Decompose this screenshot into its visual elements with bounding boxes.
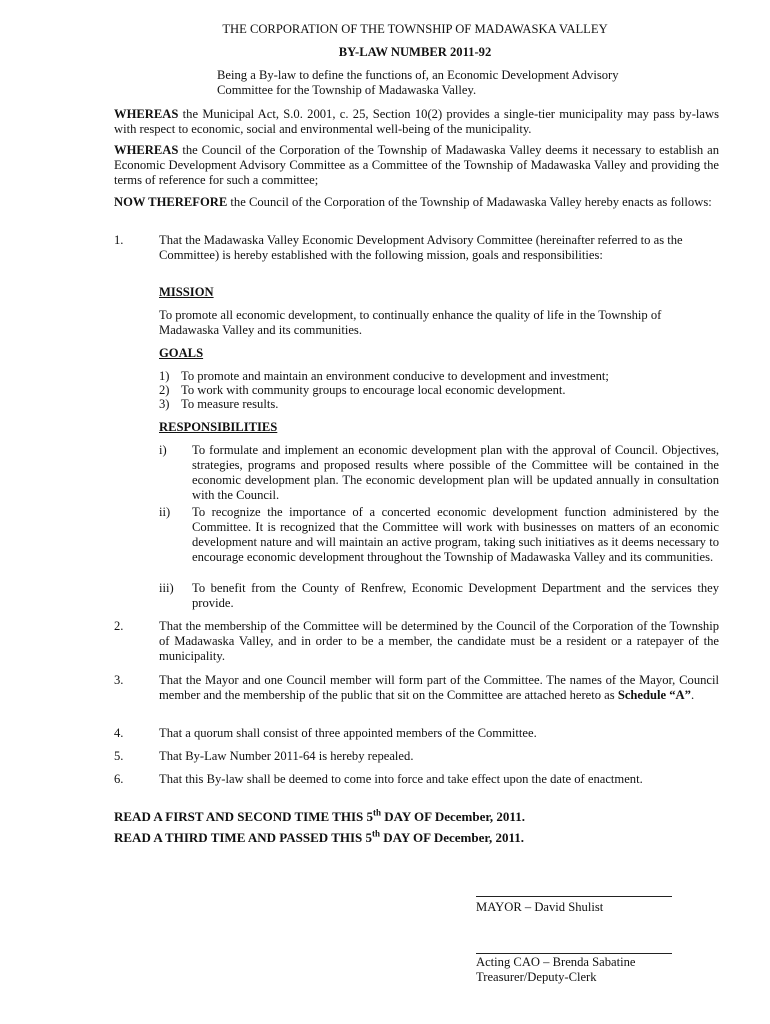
reading-text: READ A FIRST AND SECOND TIME THIS 5 — [114, 809, 373, 824]
goal-item: To measure results. — [181, 397, 279, 411]
item-3-end: . — [690, 688, 695, 702]
reading-text: DAY OF December, 2011. — [381, 809, 525, 824]
reading-text: READ A THIRD TIME AND PASSED THIS 5 — [114, 830, 373, 845]
item-4-text: That a quorum shall consist of three appointed members of the Committee. — [159, 726, 537, 740]
responsibility-number: ii) — [159, 505, 171, 519]
first-second-reading — [114, 809, 525, 824]
whereas-municipal-act — [114, 107, 719, 137]
reading-text: DAY OF December, 2011. — [380, 830, 524, 845]
bylaw-number: BY-LAW NUMBER 2011-92 — [338, 45, 492, 59]
goal-number: 1) — [159, 369, 170, 383]
item-6-text: That this By-law shall be deemed to come into force and take effect upon the date of enactment. — [159, 772, 643, 786]
item-number: 4. — [114, 726, 124, 740]
item-number: 3. — [114, 673, 124, 687]
mayor-signature-label: MAYOR – David Shulist — [476, 900, 604, 914]
item-3-body: That the Mayor and one Council member will form part of the Committee. The names of the Mayor, Council member and the membership of the public that sit on the Committee are attached hereto as — [159, 673, 719, 702]
now-therefore-text: the Council of the Corporation of the Township of Madawaska Valley hereby enacts as follows: — [227, 195, 712, 209]
whereas-text: the Council of the Corporation of the Township of Madawaska Valley deems it necessary to establish an Economic Development Advisory Committee as a Committee of the Township of Madawaska Valley and providing the terms of reference for such a committee; — [114, 143, 719, 187]
item-5-text: That By-Law Number 2011-64 is hereby repealed. — [159, 749, 414, 763]
item-number: 5. — [114, 749, 124, 763]
item-number: 1. — [114, 233, 124, 247]
cao-signature-title: Treasurer/Deputy-Clerk — [476, 970, 597, 984]
cao-signature-line — [476, 953, 672, 954]
responsibility-item: To formulate and implement an economic development plan with the approval of Council. Objectives, strategies, programs and proposed results where possible of the Committee will be contained in the economic development plan. The economic development plan will be updated annually in consultation with the Council. — [192, 443, 719, 502]
goal-number: 2) — [159, 383, 170, 397]
mission-heading: MISSION — [159, 285, 214, 299]
mayor-signature-line — [476, 896, 672, 897]
item-number: 2. — [114, 619, 124, 633]
now-therefore-clause — [114, 195, 719, 210]
schedule-a-reference: Schedule “A” — [617, 688, 691, 702]
item-number: 6. — [114, 772, 124, 786]
item-1-text: That the Madawaska Valley Economic Development Advisory Committee (hereinafter referred to as the Committee) is hereby established with the following mission, goals and responsibilities: — [159, 233, 683, 262]
responsibility-number: i) — [159, 443, 167, 457]
whereas-council — [114, 143, 719, 188]
item-2-text: That the membership of the Committee will be determined by the Council of the Corporation of the Township of Madawaska Valley, and in order to be a member, the candidate must be a resident or a ratepayer of the municipality. — [159, 619, 719, 663]
bylaw-purpose: Being a By-law to define the functions of, an Economic Development Advisory Committee for the Township of Madawaska Valley. — [217, 68, 619, 97]
third-reading — [114, 830, 524, 845]
mission-text: To promote all economic development, to continually enhance the quality of life in the Township of Madawaska Valley and its communities. — [159, 308, 662, 337]
item-3-text — [159, 673, 719, 703]
goal-item: To work with community groups to encourage local economic development. — [181, 383, 566, 397]
responsibilities-heading: RESPONSIBILITIES — [159, 420, 278, 434]
goal-number: 3) — [159, 397, 170, 411]
ordinal-suffix: th — [372, 828, 381, 839]
goals-heading: GOALS — [159, 346, 204, 360]
whereas-lead: WHEREAS — [114, 107, 179, 121]
ordinal-suffix: th — [373, 807, 382, 818]
responsibility-number: iii) — [159, 581, 174, 595]
responsibility-item: To recognize the importance of a concerted economic development function administered by the Committee. It is recognized that the Committee will work with businesses on matters of an economic development nature and will maintain an active program, taking such initiatives as it deems necessary to encourage economic development throughout the Township of Madawaska Valley and its communities. — [192, 505, 719, 564]
responsibility-item: To benefit from the County of Renfrew, Economic Development Department and the services they provide. — [192, 581, 719, 610]
whereas-lead: WHEREAS — [114, 143, 179, 157]
document-title: THE CORPORATION OF THE TOWNSHIP OF MADAWASKA VALLEY — [222, 22, 608, 36]
now-therefore-lead: NOW THEREFORE — [114, 195, 228, 209]
whereas-text: the Municipal Act, S.0. 2001, c. 25, Section 10(2) provides a single-tier municipality may pass by-laws with respect to economic, social and environmental well-being of the municipality. — [114, 107, 719, 136]
cao-signature-label: Acting CAO – Brenda Sabatine — [476, 955, 636, 969]
goal-item: To promote and maintain an environment conducive to development and investment; — [181, 369, 609, 383]
